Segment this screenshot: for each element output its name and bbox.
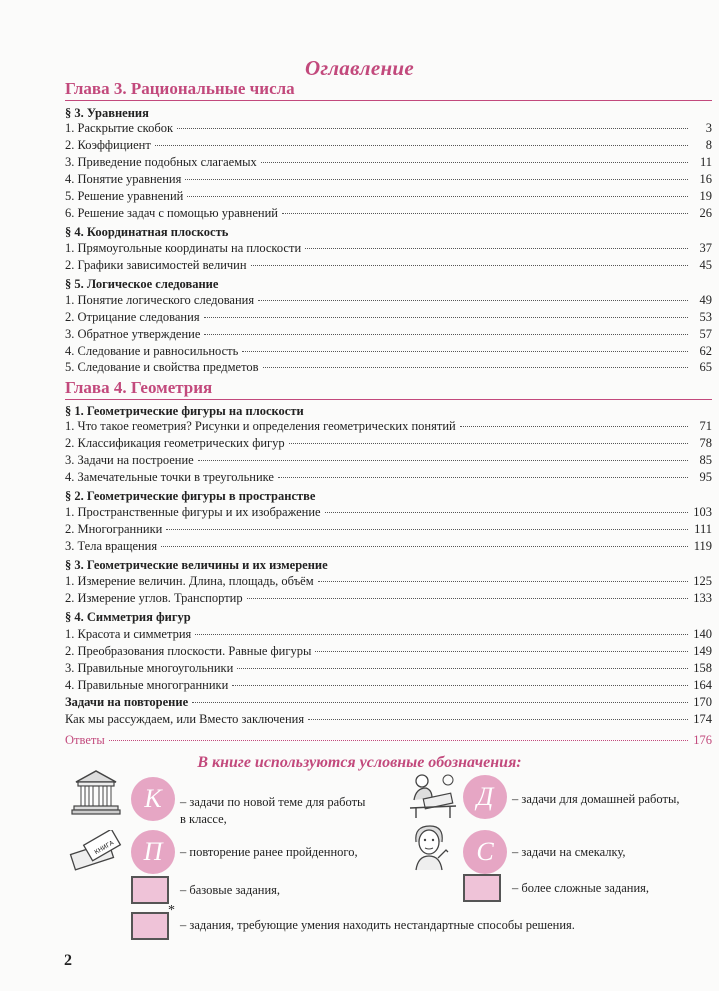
dot-leader xyxy=(242,351,688,352)
toc-entry[interactable] xyxy=(65,155,712,171)
section-title: § 2. Геометрические фигуры в пространстве xyxy=(65,489,316,503)
dot-leader xyxy=(192,702,688,703)
entry-page: 11 xyxy=(699,155,712,169)
dot-leader xyxy=(232,685,688,686)
thinking-girl-icon xyxy=(402,822,460,872)
dot-leader xyxy=(177,128,688,129)
dot-leader xyxy=(109,740,688,741)
chapter-3-prefix: Глава 3. xyxy=(65,79,127,98)
toc-entry[interactable] xyxy=(65,206,712,222)
toc-entry[interactable] xyxy=(65,505,712,521)
toc-entry[interactable] xyxy=(65,172,712,188)
entry-page: 45 xyxy=(699,258,712,272)
entry-text: 3. Обратное утверждение xyxy=(65,327,201,341)
books-icon xyxy=(66,830,126,872)
section-title: § 3. Геометрические величины и их измерение xyxy=(65,558,328,572)
entry-page: 174 xyxy=(693,712,712,726)
entry-page: 62 xyxy=(699,344,712,358)
toc-entry[interactable] xyxy=(65,678,712,694)
page-title: Оглавление xyxy=(304,56,415,80)
chapter-3-name: Рациональные числа xyxy=(130,79,295,98)
c-description: – задачи на смекалку, xyxy=(512,845,626,859)
entry-text: 4. Понятие уравнения xyxy=(65,172,182,186)
school-building-icon xyxy=(70,768,122,816)
k-description: – задачи по новой теме для работы в классе, xyxy=(180,795,366,826)
dot-leader xyxy=(315,651,688,652)
star-mark: * xyxy=(168,903,175,918)
section-title: § 1. Геометрические фигуры на плоскости xyxy=(65,404,304,418)
entry-page: 164 xyxy=(693,678,712,692)
nonstandard-task-square-icon xyxy=(131,912,169,940)
entry-page: 8 xyxy=(705,138,712,152)
chapter-4-heading xyxy=(65,378,212,398)
dot-leader xyxy=(204,334,688,335)
c-letter: С xyxy=(476,837,494,866)
toc-entry[interactable] xyxy=(65,591,712,607)
entry-text: 2. Классификация геометрических фигур xyxy=(65,436,285,450)
p-circle-icon xyxy=(131,830,175,874)
entry-text: 3. Приведение подобных слагаемых xyxy=(65,155,257,169)
toc-entry[interactable] xyxy=(65,138,712,154)
entry-page: 3 xyxy=(705,121,712,135)
dot-leader xyxy=(261,162,688,163)
entry-page: 85 xyxy=(699,453,712,467)
student-at-desk-icon xyxy=(404,772,460,820)
hard-description: – более сложные задания, xyxy=(512,881,650,895)
entry-text: 5. Решение уравнений xyxy=(65,189,184,203)
toc-entry[interactable] xyxy=(65,436,712,452)
nonstandard-description: – задания, требующие умения находить нестандартные способы решения. xyxy=(180,918,575,932)
entry-text: 4. Замечательные точки в треугольнике xyxy=(65,470,274,484)
entry-text: 2. Коэффициент xyxy=(65,138,151,152)
toc-entry[interactable] xyxy=(65,661,712,677)
entry-text: 1. Что такое геометрия? Рисунки и определения геометрических понятий xyxy=(65,419,456,433)
entry-page: 71 xyxy=(699,419,712,433)
section-title: § 4. Координатная плоскость xyxy=(65,225,229,239)
entry-text: Как мы рассуждаем, или Вместо заключения xyxy=(65,712,305,726)
toc-entry-conclusion[interactable] xyxy=(65,712,712,728)
entry-text: 3. Задачи на построение xyxy=(65,453,194,467)
entry-page: 78 xyxy=(699,436,712,450)
toc-entry[interactable] xyxy=(65,539,712,555)
d-letter: Д xyxy=(476,782,494,811)
k-letter: К xyxy=(144,784,162,813)
d-circle-icon xyxy=(463,775,507,819)
p-letter: П xyxy=(143,837,163,866)
dot-leader xyxy=(278,477,688,478)
entry-text: 4. Следование и равносильность xyxy=(65,344,239,358)
dot-leader xyxy=(318,581,688,582)
dot-leader xyxy=(247,598,688,599)
dot-leader xyxy=(195,634,688,635)
toc-entry[interactable] xyxy=(65,241,712,257)
dot-leader xyxy=(263,367,688,368)
entry-page: 19 xyxy=(699,189,712,203)
dot-leader xyxy=(460,426,688,427)
entry-text: 2. Преобразования плоскости. Равные фигуры xyxy=(65,644,312,658)
section-title: § 4. Симметрия фигур xyxy=(65,610,191,624)
c-circle-icon xyxy=(463,830,507,874)
toc-entry[interactable] xyxy=(65,344,712,360)
entry-text: 5. Следование и свойства предметов xyxy=(65,360,259,374)
dot-leader xyxy=(325,512,688,513)
toc-entry[interactable] xyxy=(65,522,712,538)
toc-entry[interactable] xyxy=(65,327,712,343)
entry-page: 103 xyxy=(693,505,712,519)
entry-text: 1. Красота и симметрия xyxy=(65,627,192,641)
toc-entry-answers[interactable] xyxy=(65,733,712,749)
toc-entry[interactable] xyxy=(65,470,712,486)
dot-leader xyxy=(282,213,688,214)
chapter-3-heading xyxy=(65,79,295,99)
dot-leader xyxy=(204,317,688,318)
toc-entry[interactable] xyxy=(65,258,712,274)
entry-text: 1. Прямоугольные координаты на плоскости xyxy=(65,241,302,255)
entry-page: 149 xyxy=(693,644,712,658)
entry-page: 133 xyxy=(693,591,712,605)
dot-leader xyxy=(166,529,688,530)
entry-page: 65 xyxy=(699,360,712,374)
toc-entry[interactable] xyxy=(65,419,712,435)
entry-text: 4. Правильные многогранники xyxy=(65,678,229,692)
page-number: 2 xyxy=(64,952,72,969)
entry-page: 125 xyxy=(693,574,712,588)
dot-leader xyxy=(185,179,688,180)
p-description: – повторение ранее пройденного, xyxy=(180,845,358,859)
toc-entry[interactable] xyxy=(65,360,712,376)
base-task-square-icon xyxy=(131,876,169,904)
toc-entry[interactable] xyxy=(65,310,712,326)
entry-page: 111 xyxy=(694,522,712,536)
toc-entry[interactable] xyxy=(65,121,712,137)
toc-entry[interactable] xyxy=(65,644,712,660)
entry-text: 1. Понятие логического следования xyxy=(65,293,255,307)
dot-leader xyxy=(251,265,688,266)
entry-text: 1. Измерение величин. Длина, площадь, объём xyxy=(65,574,314,588)
chapter-4-divider xyxy=(65,399,712,400)
chapter-4-name: Геометрия xyxy=(130,378,213,397)
entry-page: 49 xyxy=(699,293,712,307)
dot-leader xyxy=(305,248,688,249)
entry-page: 16 xyxy=(699,172,712,186)
entry-text: Ответы xyxy=(65,733,105,747)
entry-page: 57 xyxy=(699,327,712,341)
entry-text: 6. Решение задач с помощью уравнений xyxy=(65,206,278,220)
entry-text: 3. Правильные многоугольники xyxy=(65,661,234,675)
toc-entry[interactable] xyxy=(65,293,712,309)
toc-entry[interactable] xyxy=(65,453,712,469)
entry-page: 119 xyxy=(693,539,712,553)
dot-leader xyxy=(198,460,688,461)
entry-text: 2. Многогранники xyxy=(65,522,163,536)
dot-leader xyxy=(289,443,688,444)
entry-text: 3. Тела вращения xyxy=(65,539,158,553)
entry-page: 53 xyxy=(699,310,712,324)
entry-page: 140 xyxy=(693,627,712,641)
dot-leader xyxy=(161,546,688,547)
chapter-4-prefix: Глава 4. xyxy=(65,378,127,397)
entry-page: 158 xyxy=(693,661,712,675)
toc-entry-review[interactable] xyxy=(65,695,712,711)
legend-title: В книге используются условные обозначения: xyxy=(197,754,522,771)
toc-entry[interactable] xyxy=(65,189,712,205)
entry-text: Задачи на повторение xyxy=(65,695,189,709)
k-circle-icon xyxy=(131,777,175,821)
entry-text: 2. Графики зависимостей величин xyxy=(65,258,247,272)
entry-text: 2. Отрицание следования xyxy=(65,310,200,324)
entry-page: 95 xyxy=(699,470,712,484)
entry-page: 170 xyxy=(693,695,712,709)
section-title: § 3. Уравнения xyxy=(65,106,149,120)
entry-text: 1. Раскрытие скобок xyxy=(65,121,174,135)
section-title: § 5. Логическое следование xyxy=(65,277,219,291)
toc-entry[interactable] xyxy=(65,627,712,643)
hard-task-square-icon xyxy=(463,874,501,902)
chapter-3-divider xyxy=(65,100,712,101)
d-description: – задачи для домашней работы, xyxy=(512,792,680,806)
toc-entry[interactable] xyxy=(65,574,712,590)
entry-text: 2. Измерение углов. Транспортир xyxy=(65,591,243,605)
base-description: – базовые задания, xyxy=(180,883,281,897)
dot-leader xyxy=(187,196,688,197)
entry-page: 176 xyxy=(693,733,712,747)
dot-leader xyxy=(155,145,688,146)
entry-page: 26 xyxy=(699,206,712,220)
book-label: КНИГА xyxy=(93,839,116,857)
entry-page: 37 xyxy=(699,241,712,255)
dot-leader xyxy=(258,300,688,301)
entry-text: 1. Пространственные фигуры и их изображение xyxy=(65,505,321,519)
dot-leader xyxy=(237,668,688,669)
dot-leader xyxy=(308,719,688,720)
